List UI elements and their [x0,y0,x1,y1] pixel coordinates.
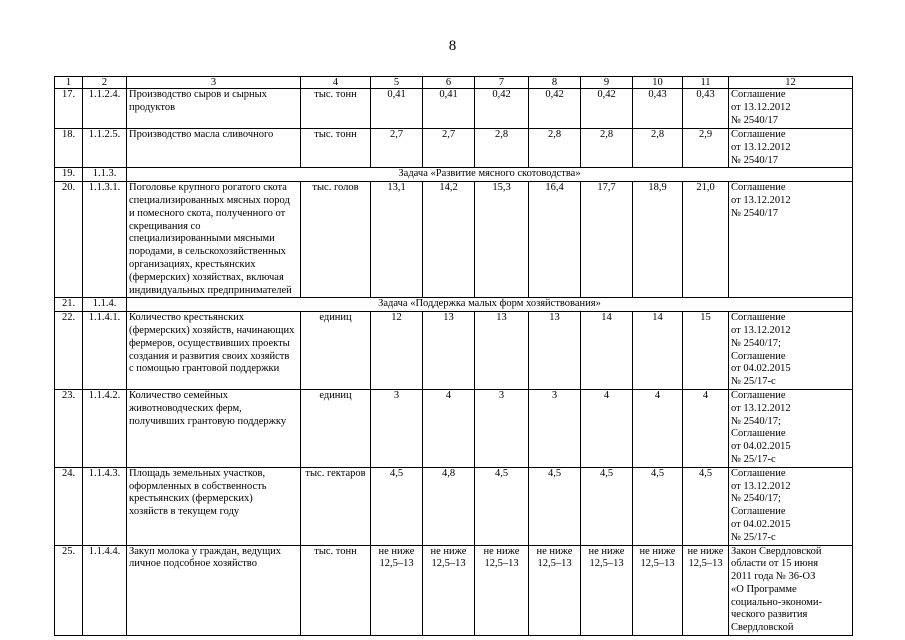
value-cell: 13 [475,312,529,390]
column-header-1: 1 [55,77,83,89]
value-cell: 13 [529,312,581,390]
indicator-name: Производство сыров и сырных продуктов [127,89,301,129]
value-cell: 2,7 [423,129,475,168]
indicator-code: 1.1.3. [83,168,127,182]
table-row [55,467,853,545]
task-title: Задача «Развитие мясного скотоводства» [127,168,853,182]
value-cell: 12 [371,312,423,390]
task-row [55,298,853,312]
value-cell: 4 [423,389,475,467]
unit-of-measure: единиц [301,389,371,467]
value-cell: 15 [683,312,729,390]
indicator-name: Площадь земельных участков, оформленных в собственность крестьянских (фермерских) хозяйств в текущем году [127,467,301,545]
value-cell: 0,42 [581,89,633,129]
value-cell: 14 [581,312,633,390]
table-row [55,89,853,129]
value-cell: 4,5 [475,467,529,545]
column-header-6: 6 [423,77,475,89]
unit-of-measure: тыс. голов [301,182,371,298]
source-document: Соглашение от 13.12.2012 № 2540/17 [729,89,853,129]
column-header-10: 10 [633,77,683,89]
unit-of-measure: тыс. тонн [301,545,371,636]
value-cell: не ниже 12,5–13 [633,545,683,636]
row-number: 23. [55,389,83,467]
value-cell: 14 [633,312,683,390]
indicator-name: Количество крестьянских (фермерских) хозяйств, начинающих фермеров, осуществивших проекты создания и развития своих хозяйств с помощью грантовой поддержки [127,312,301,390]
indicator-code: 1.1.3.1. [83,182,127,298]
value-cell: не ниже 12,5–13 [529,545,581,636]
value-cell: 0,43 [633,89,683,129]
value-cell: не ниже 12,5–13 [371,545,423,636]
task-row [55,168,853,182]
row-number: 21. [55,298,83,312]
value-cell: 2,8 [633,129,683,168]
indicator-name: Закуп молока у граждан, ведущих личное подсобное хозяйство [127,545,301,636]
value-cell: 0,42 [529,89,581,129]
column-header-5: 5 [371,77,423,89]
table-row [55,389,853,467]
column-header-3: 3 [127,77,301,89]
value-cell: не ниже 12,5–13 [475,545,529,636]
value-cell: 2,8 [529,129,581,168]
value-cell: не ниже 12,5–13 [581,545,633,636]
value-cell: 2,9 [683,129,729,168]
source-document: Соглашение от 13.12.2012 № 2540/17 [729,182,853,298]
source-document: Соглашение от 13.12.2012 № 2540/17; Соглашение от 04.02.2015 № 25/17-с [729,312,853,390]
value-cell: 2,7 [371,129,423,168]
unit-of-measure: тыс. гектаров [301,467,371,545]
indicator-code: 1.1.2.5. [83,129,127,168]
row-number: 22. [55,312,83,390]
unit-of-measure: тыс. тонн [301,129,371,168]
source-document: Соглашение от 13.12.2012 № 2540/17 [729,129,853,168]
table-body [55,77,853,636]
value-cell: не ниже 12,5–13 [423,545,475,636]
value-cell: 3 [529,389,581,467]
row-number: 25. [55,545,83,636]
value-cell: 4 [633,389,683,467]
table-row [55,312,853,390]
page-number: 8 [448,38,457,54]
indicator-code: 1.1.4.4. [83,545,127,636]
value-cell: 21,0 [683,182,729,298]
column-header-4: 4 [301,77,371,89]
row-number: 19. [55,168,83,182]
unit-of-measure: тыс. тонн [301,89,371,129]
column-header-7: 7 [475,77,529,89]
value-cell: 0,41 [371,89,423,129]
indicator-name: Поголовье крупного рогатого скота специализированных мясных пород и помесного скота, полученного от скрещивания со специализированными мясными породами, в сельскохозяйственных организациях, крестьянских (фермерских) хозяйствах, включая индивидуальных предпринимателей [127,182,301,298]
value-cell: 0,43 [683,89,729,129]
value-cell: 17,7 [581,182,633,298]
value-cell: 4,8 [423,467,475,545]
value-cell: 0,41 [423,89,475,129]
header-row [55,77,853,89]
value-cell: 4,5 [529,467,581,545]
value-cell: 4,5 [683,467,729,545]
value-cell: 14,2 [423,182,475,298]
value-cell: 16,4 [529,182,581,298]
row-number: 18. [55,129,83,168]
column-header-8: 8 [529,77,581,89]
source-document: Соглашение от 13.12.2012 № 2540/17; Соглашение от 04.02.2015 № 25/17-с [729,467,853,545]
indicator-code: 1.1.4.1. [83,312,127,390]
value-cell: 4,5 [633,467,683,545]
indicator-code: 1.1.2.4. [83,89,127,129]
indicator-name: Производство масла сливочного [127,129,301,168]
table-row [55,129,853,168]
value-cell: 13,1 [371,182,423,298]
source-document: Закон Свердловской области от 15 июня 2011 года № 36-ОЗ «О Программе социально-экономи- ческого развития Свердловской [729,545,853,636]
value-cell: 3 [475,389,529,467]
value-cell: 4,5 [581,467,633,545]
column-header-9: 9 [581,77,633,89]
value-cell: не ниже 12,5–13 [683,545,729,636]
indicators-table [54,76,853,636]
value-cell: 18,9 [633,182,683,298]
indicator-code: 1.1.4.3. [83,467,127,545]
indicator-name: Количество семейных животноводческих ферм, получивших грантовую поддержку [127,389,301,467]
table-row [55,182,853,298]
value-cell: 0,42 [475,89,529,129]
row-number: 17. [55,89,83,129]
value-cell: 4 [581,389,633,467]
table-row [55,545,853,636]
indicator-code: 1.1.4.2. [83,389,127,467]
value-cell: 2,8 [581,129,633,168]
value-cell: 4 [683,389,729,467]
row-number: 20. [55,182,83,298]
column-header-12: 12 [729,77,853,89]
value-cell: 15,3 [475,182,529,298]
value-cell: 13 [423,312,475,390]
value-cell: 4,5 [371,467,423,545]
indicator-code: 1.1.4. [83,298,127,312]
row-number: 24. [55,467,83,545]
column-header-11: 11 [683,77,729,89]
task-title: Задача «Поддержка малых форм хозяйствования» [127,298,853,312]
column-header-2: 2 [83,77,127,89]
value-cell: 3 [371,389,423,467]
source-document: Соглашение от 13.12.2012 № 2540/17; Соглашение от 04.02.2015 № 25/17-с [729,389,853,467]
unit-of-measure: единиц [301,312,371,390]
value-cell: 2,8 [475,129,529,168]
